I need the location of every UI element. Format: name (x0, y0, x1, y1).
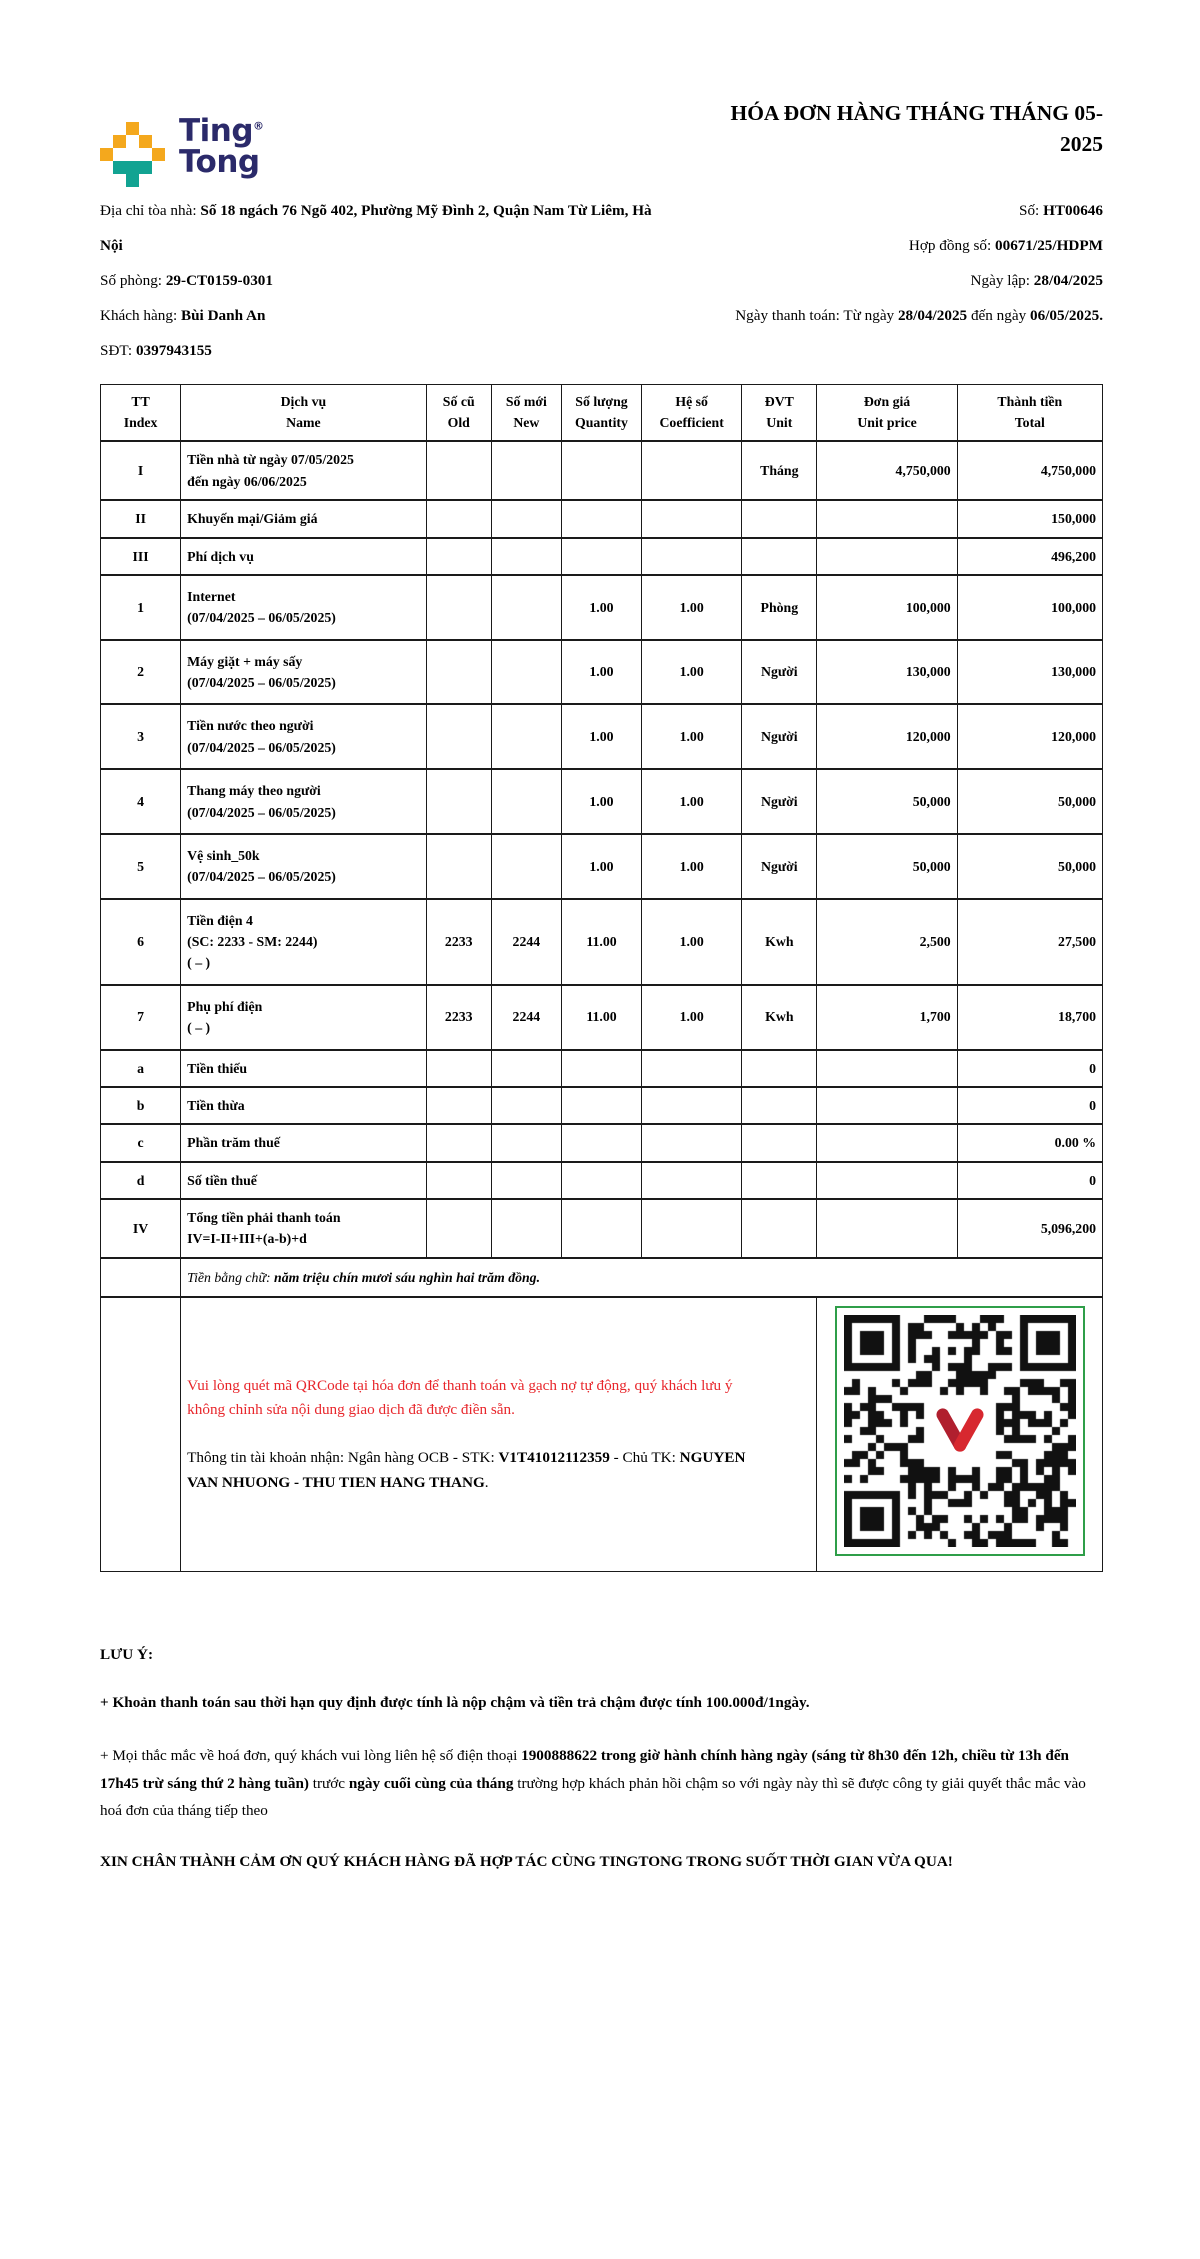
qr-code-cell (817, 1297, 1103, 1571)
table-row (101, 441, 1103, 500)
cell-total: 18,700 (957, 985, 1102, 1050)
cell-name (181, 640, 427, 705)
info-value: 06/05/2025. (1030, 307, 1103, 324)
cell-unit-price: 50,000 (817, 769, 957, 834)
header-line-en: Unit price (857, 414, 917, 430)
service-name-line: Phần trăm thuế (187, 1135, 280, 1151)
cell-total: 100,000 (957, 575, 1102, 640)
header-line-en: Old (447, 414, 470, 430)
cell-unit: Người (742, 704, 817, 769)
cell-old (426, 640, 491, 705)
cell-unit-price: 2,500 (817, 899, 957, 985)
cell-quantity (561, 1050, 641, 1087)
cell-quantity (561, 1087, 641, 1124)
cell-index: 3 (101, 704, 181, 769)
cell-name (181, 1124, 427, 1161)
brand-name (179, 113, 264, 180)
cell-index: b (101, 1087, 181, 1124)
cell-index: 5 (101, 834, 181, 899)
cell-unit-price (817, 1199, 957, 1258)
cell-name (181, 769, 427, 834)
late-payment-note: + Khoản thanh toán sau thời hạn quy định được tính là nộp chậm và tiền trả chậm được tính 100.000đ/1ngày. (100, 1693, 810, 1711)
table-row (101, 834, 1103, 899)
cell-name (181, 1087, 427, 1124)
cell-new (491, 1199, 561, 1258)
service-name-line: Tiền nhà từ ngày 07/05/2025 (187, 452, 354, 468)
tingtong-pixel-arrow-logo-icon (100, 122, 165, 187)
cell-total: 120,000 (957, 704, 1102, 769)
service-name-line: (07/04/2025 – 06/05/2025) (187, 804, 336, 820)
table-row (101, 500, 1103, 537)
cell-quantity (561, 538, 641, 575)
cell-total: 0 (957, 1162, 1102, 1199)
header-line-en: Index (123, 414, 158, 430)
cell-old (426, 1124, 491, 1161)
service-name-line: Khuyến mại/Giảm giá (187, 511, 318, 527)
invoice-info (100, 193, 1103, 368)
table-row (101, 1124, 1103, 1161)
header-cell (101, 385, 181, 442)
service-name-line: Phí dịch vụ (187, 548, 254, 564)
cell-quantity: 11.00 (561, 985, 641, 1050)
cell-unit (742, 1124, 817, 1161)
service-name-line: (07/04/2025 – 06/05/2025) (187, 869, 336, 885)
invoice-table (100, 384, 1103, 1572)
header-line-vi: Dịch vụ (280, 394, 327, 409)
cell-unit-price: 100,000 (817, 575, 957, 640)
cell-unit: Kwh (742, 899, 817, 985)
info-label: Khách hàng: (100, 307, 181, 324)
header-cell (742, 385, 817, 442)
cell-new (491, 769, 561, 834)
account-segment: V1T41012112359 (498, 1449, 610, 1467)
cell-name (181, 899, 427, 985)
hotline-note-segment: ngày cuối cùng của tháng (348, 1774, 514, 1792)
header-line-en: Name (286, 414, 321, 430)
cell-new (491, 704, 561, 769)
cell-unit (742, 1087, 817, 1124)
service-name-line: IV=I-II+III+(a-b)+d (187, 1231, 307, 1247)
info-value: 00671/25/HDPM (995, 237, 1103, 254)
cell-name (181, 538, 427, 575)
cell-total: 496,200 (957, 538, 1102, 575)
header-line-vi: ĐVT (764, 394, 794, 409)
cell-index: a (101, 1050, 181, 1087)
service-name-line: Tiền thừa (187, 1097, 245, 1113)
cell-total: 0 (957, 1050, 1102, 1087)
cell-index (101, 1258, 181, 1297)
cell-name (181, 834, 427, 899)
info-value: 28/04/2025 (897, 307, 968, 324)
cell-unit-price: 4,750,000 (817, 441, 957, 500)
header-cell (642, 385, 742, 442)
cell-old (426, 500, 491, 537)
service-name-line: Vệ sinh_50k (187, 847, 260, 863)
info-line (656, 193, 1103, 228)
cell-new (491, 500, 561, 537)
cell-unit-price: 130,000 (817, 640, 957, 705)
cell-new (491, 538, 561, 575)
info-label: Số phòng: (100, 272, 166, 289)
header-line-en: Total (1014, 414, 1045, 430)
page-title: HÓA ĐƠN HÀNG THÁNG THÁNG 05-2025 (730, 101, 1103, 157)
cell-unit (742, 538, 817, 575)
cell-old: 2233 (426, 899, 491, 985)
cell-total: 50,000 (957, 769, 1102, 834)
info-left-column (100, 193, 656, 368)
service-name-line: (SC: 2233 - SM: 2244) (187, 934, 318, 949)
cell-quantity: 1.00 (561, 834, 641, 899)
cell-old (426, 441, 491, 500)
table-row (101, 704, 1103, 769)
header-line-vi: Hệ số (675, 394, 708, 409)
cell-quantity (561, 1124, 641, 1161)
service-name-line: (07/04/2025 – 06/05/2025) (187, 675, 336, 690)
cell-index: 1 (101, 575, 181, 640)
table-row (101, 1199, 1103, 1258)
service-name-line: (07/04/2025 – 06/05/2025) (187, 739, 336, 755)
cell-name (181, 704, 427, 769)
hotline-note (100, 1742, 1103, 1824)
cell-old (426, 1087, 491, 1124)
cell-index (101, 1297, 181, 1571)
hotline-note-segment: + Mọi thắc mắc về hoá đơn, quý khách vui lòng liên hệ số điện thoại (100, 1747, 522, 1765)
info-label: đến ngày (967, 307, 1030, 324)
amount-in-words-label: Tiền bằng chữ: (187, 1269, 275, 1285)
info-line (100, 193, 656, 263)
info-value: Số 18 ngách 76 Ngõ 402, Phường Mỹ Đình 2, Quận Nam Từ Liêm, Hà Nội (100, 202, 652, 254)
v-heart-logo-icon (931, 1407, 989, 1455)
service-name-line: Internet (187, 588, 236, 604)
cell-unit: Người (742, 769, 817, 834)
header-line-vi: Số cũ (442, 394, 475, 409)
service-name-line: Tổng tiền phải thanh toán (187, 1210, 341, 1225)
qr-red-note: Vui lòng quét mã QRCode tại hóa đơn để thanh toán và gạch nợ tự động, quý khách lưu ý không chỉnh sửa nội dung giao dịch đã được điền sẵn. (187, 1376, 733, 1419)
cell-coefficient: 1.00 (642, 985, 742, 1050)
cell-index: 7 (101, 985, 181, 1050)
cell-old (426, 834, 491, 899)
header-line-vi: Số lượng (575, 394, 628, 409)
account-segment: NGUYEN VAN NHUONG - THU TIEN HANG THANG (187, 1449, 746, 1491)
hotline-note-segment: trường hợp khách phản hồi chậm so với ngày này thì sẽ được công ty giải quyết thắc mắc vào hoá đơn của tháng tiếp theo (100, 1774, 1086, 1819)
table-row (101, 538, 1103, 575)
cell-old (426, 1199, 491, 1258)
cell-total: 130,000 (957, 640, 1102, 705)
cell-new (491, 1087, 561, 1124)
brand-name-line2: Tong (179, 144, 260, 180)
cell-name (181, 1162, 427, 1199)
cell-name (181, 1199, 427, 1258)
cell-unit-price (817, 500, 957, 537)
cell-index: d (101, 1162, 181, 1199)
table-row (101, 769, 1103, 834)
cell-coefficient (642, 441, 742, 500)
info-value: HT00646 (1043, 202, 1103, 219)
table-row (101, 640, 1103, 705)
info-line (100, 298, 656, 333)
cell-total: 0.00 % (957, 1124, 1102, 1161)
cell-unit-price: 120,000 (817, 704, 957, 769)
header-cell (491, 385, 561, 442)
hotline-note-segment: trước (308, 1774, 349, 1792)
cell-index: III (101, 538, 181, 575)
cell-unit: Người (742, 834, 817, 899)
cell-unit-price (817, 1162, 957, 1199)
qr-text-cell (181, 1297, 817, 1571)
cell-unit-price: 1,700 (817, 985, 957, 1050)
account-segment: . (484, 1473, 489, 1491)
qr-code-icon (835, 1306, 1085, 1556)
info-label: Ngày lập: (970, 272, 1034, 289)
service-name-line: Số tiền thuế (187, 1172, 257, 1188)
cell-coefficient (642, 500, 742, 537)
cell-quantity: 1.00 (561, 704, 641, 769)
invoice-header (100, 0, 1103, 187)
notes-section (100, 1646, 1103, 1876)
cell-coefficient (642, 1087, 742, 1124)
service-name-line: đến ngày 06/06/2025 (187, 473, 307, 489)
header-line-vi: TT (131, 394, 150, 409)
service-name-line: Tiền nước theo người (187, 718, 314, 734)
cell-quantity (561, 500, 641, 537)
info-line (656, 263, 1103, 298)
cell-index: 4 (101, 769, 181, 834)
cell-coefficient (642, 1199, 742, 1258)
service-name-line: Thang máy theo người (187, 783, 321, 799)
account-segment: - Chủ TK: (609, 1449, 680, 1467)
cell-old (426, 538, 491, 575)
cell-name (181, 575, 427, 640)
cell-total: 50,000 (957, 834, 1102, 899)
cell-name (181, 441, 427, 500)
cell-unit: Phòng (742, 575, 817, 640)
cell-new (491, 575, 561, 640)
cell-index: c (101, 1124, 181, 1161)
cell-old (426, 1050, 491, 1087)
header-line-en: Quantity (575, 414, 628, 430)
info-value: 0397943155 (135, 342, 212, 359)
header-line-en: Unit (766, 414, 793, 430)
cell-old (426, 575, 491, 640)
header-line-vi: Số mới (505, 394, 547, 409)
cell-name (181, 500, 427, 537)
cell-unit (742, 500, 817, 537)
cell-quantity (561, 1162, 641, 1199)
cell-index: IV (101, 1199, 181, 1258)
cell-unit: Người (742, 640, 817, 705)
header-line-vi: Thành tiền (997, 394, 1063, 409)
cell-new (491, 1050, 561, 1087)
cell-unit-price (817, 1087, 957, 1124)
info-right-column (656, 193, 1103, 368)
service-name-line: Phụ phí điện (187, 998, 263, 1014)
header-cell (426, 385, 491, 442)
cell-coefficient: 1.00 (642, 640, 742, 705)
cell-coefficient (642, 1050, 742, 1087)
table-row (101, 899, 1103, 985)
service-name-line: (07/04/2025 – 06/05/2025) (187, 610, 336, 626)
header-cell (561, 385, 641, 442)
cell-unit (742, 1050, 817, 1087)
info-value: 29-CT0159-0301 (165, 272, 273, 289)
header-cell (817, 385, 957, 442)
cell-unit: Tháng (742, 441, 817, 500)
info-value: Bùi Danh An (180, 307, 266, 324)
table-row (101, 985, 1103, 1050)
info-line (100, 333, 656, 368)
cell-coefficient: 1.00 (642, 575, 742, 640)
table-row (101, 575, 1103, 640)
cell-new: 2244 (491, 899, 561, 985)
cell-coefficient (642, 1162, 742, 1199)
header-cell (957, 385, 1102, 442)
service-name-line: Tiền điện 4 (187, 912, 253, 928)
cell-total: 27,500 (957, 899, 1102, 985)
info-label: Hợp đồng số: (908, 237, 995, 254)
account-info-line (187, 1446, 762, 1495)
table-row (101, 1087, 1103, 1124)
cell-index: 2 (101, 640, 181, 705)
cell-new (491, 640, 561, 705)
cell-unit-price (817, 538, 957, 575)
cell-coefficient (642, 1124, 742, 1161)
hotline-note-segment: 1900888622 trong giờ hành chính hàng ngày (sáng từ 8h30 đến 12h, chiều từ 13h đến 17h45 trừ sáng thứ 2 hàng tuần) (100, 1747, 1070, 1792)
cell-coefficient (642, 538, 742, 575)
amount-in-words-row (101, 1258, 1103, 1297)
cell-coefficient: 1.00 (642, 834, 742, 899)
info-line (656, 228, 1103, 263)
header-line-en: Coefficient (659, 414, 724, 430)
table-header-row (101, 385, 1103, 442)
cell-total: 150,000 (957, 500, 1102, 537)
cell-new (491, 1162, 561, 1199)
cell-total: 0 (957, 1087, 1102, 1124)
amount-in-words-cell (181, 1258, 1103, 1297)
cell-unit (742, 1199, 817, 1258)
cell-coefficient: 1.00 (642, 769, 742, 834)
service-name-line: ( – ) (187, 1020, 211, 1036)
header-line-vi: Đơn giá (863, 394, 911, 409)
cell-new (491, 1124, 561, 1161)
cell-coefficient: 1.00 (642, 704, 742, 769)
info-label: Số: (1019, 202, 1044, 219)
notes-heading: LƯU Ý: (100, 1645, 154, 1663)
cell-index: 6 (101, 899, 181, 985)
info-label: SĐT: (100, 342, 136, 359)
thanks-note: XIN CHÂN THÀNH CẢM ƠN QUÝ KHÁCH HÀNG ĐÃ HỢP TÁC CÙNG TINGTONG TRONG SUỐT THỜI GIAN VỪA QUA! (100, 1853, 953, 1871)
account-segment: Thông tin tài khoản nhận: Ngân hàng OCB - STK: (187, 1449, 499, 1467)
service-name-line: Máy giặt + máy sấy (187, 653, 303, 669)
info-label: Ngày thanh toán: Từ ngày (735, 307, 898, 324)
cell-new (491, 834, 561, 899)
cell-unit-price (817, 1124, 957, 1161)
service-name-line: Tiền thiếu (187, 1060, 248, 1076)
cell-total: 4,750,000 (957, 441, 1102, 500)
cell-coefficient: 1.00 (642, 899, 742, 985)
cell-quantity (561, 1199, 641, 1258)
cell-old (426, 769, 491, 834)
info-line (656, 298, 1103, 333)
qr-row (101, 1297, 1103, 1571)
cell-total: 5,096,200 (957, 1199, 1102, 1258)
info-line (100, 263, 656, 298)
service-name-line: ( – ) (187, 955, 211, 971)
cell-name (181, 1050, 427, 1087)
info-value: 28/04/2025 (1033, 272, 1103, 289)
cell-old: 2233 (426, 985, 491, 1050)
table-row (101, 1050, 1103, 1087)
cell-new: 2244 (491, 985, 561, 1050)
cell-quantity: 1.00 (561, 640, 641, 705)
cell-quantity: 1.00 (561, 575, 641, 640)
cell-old (426, 1162, 491, 1199)
cell-index: II (101, 500, 181, 537)
tingtong-logo (100, 113, 264, 187)
cell-quantity: 11.00 (561, 899, 641, 985)
cell-old (426, 704, 491, 769)
table-row (101, 1162, 1103, 1199)
cell-new (491, 441, 561, 500)
registered-mark: ® (253, 119, 264, 133)
info-label: Địa chỉ tòa nhà: (100, 202, 201, 219)
cell-unit-price: 50,000 (817, 834, 957, 899)
cell-unit-price (817, 1050, 957, 1087)
header-line-en: New (513, 414, 540, 430)
brand-name-line1: Ting (179, 113, 254, 149)
header-cell (181, 385, 427, 442)
cell-quantity (561, 441, 641, 500)
cell-unit (742, 1162, 817, 1199)
amount-in-words-value: năm triệu chín mươi sáu nghìn hai trăm đồng. (274, 1269, 541, 1285)
cell-index: I (101, 441, 181, 500)
cell-unit: Kwh (742, 985, 817, 1050)
cell-name (181, 985, 427, 1050)
cell-quantity: 1.00 (561, 769, 641, 834)
